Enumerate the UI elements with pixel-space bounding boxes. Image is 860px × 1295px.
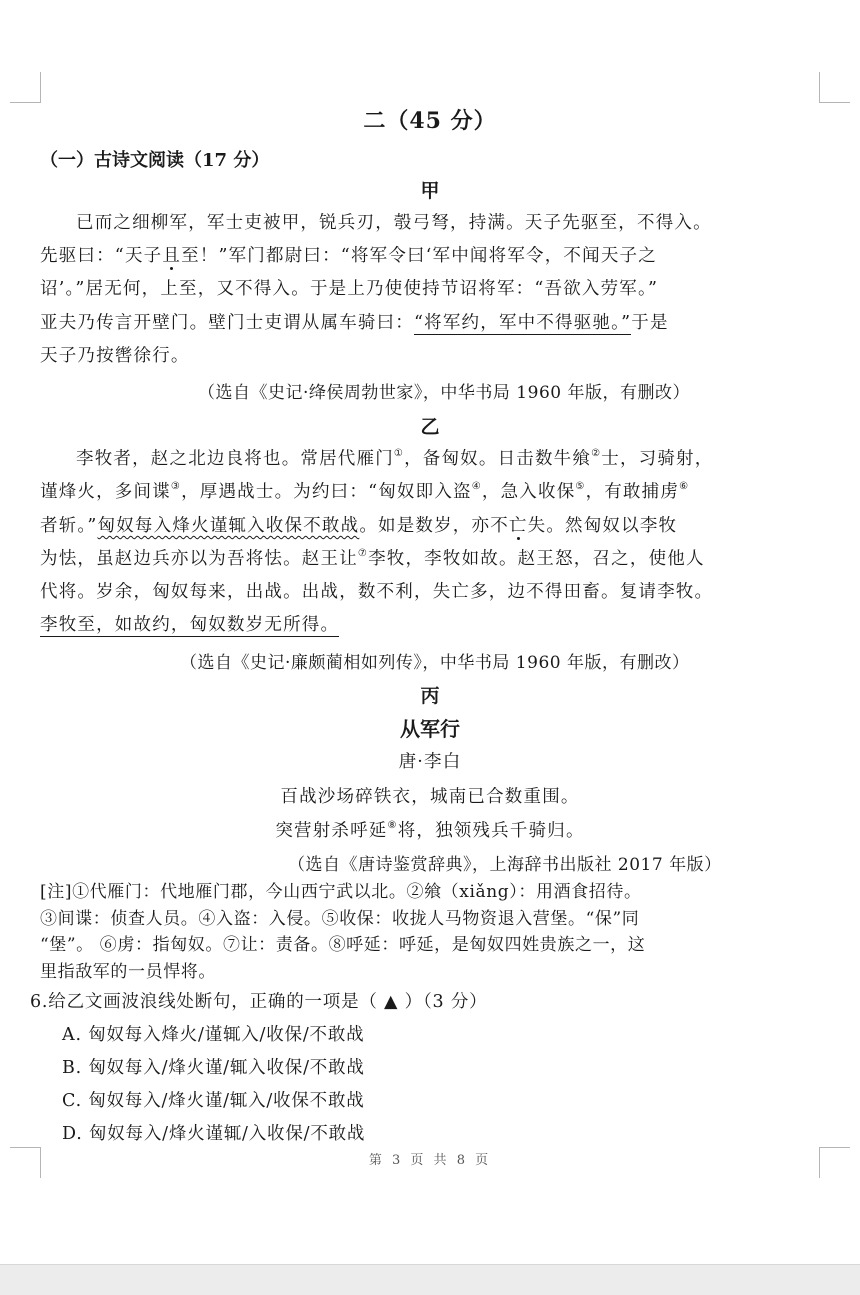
option-c[interactable]: C. 匈奴每入/烽火谨/辄入/收保不敢战	[62, 1091, 365, 1111]
option-d[interactable]: D. 匈奴每入/烽火谨辄/入收保/不敢战	[62, 1124, 366, 1144]
jia-source: （选自《史记·绛侯周勃世家》，中华书局 1960 年版，有删改）	[198, 383, 690, 403]
dotted-char: 亡	[508, 516, 528, 536]
yi-line-6	[40, 609, 820, 641]
poem-author: 唐·李白	[398, 752, 462, 772]
poem-title: 从军行	[400, 717, 460, 741]
section-title: 二（45 分）	[363, 108, 497, 134]
notes-line-2: ③间谍：侦查人员。④入盗：入侵。⑤收保：收拢人马物资退入营堡。“保”同	[40, 909, 640, 929]
notes-line-3: “堡”。 ⑥虏：指匈奴。⑦让：责备。⑧呼延：呼延，是匈奴四姓贵族之一，这	[40, 935, 646, 955]
bing-source: （选自《唐诗鉴赏辞典》，上海辞书出版社 2017 年版）	[288, 855, 722, 875]
label-yi: 乙	[420, 416, 440, 438]
notes-line-1: [注]①代雁门：代地雁门郡，今山西宁武以北。②飨（xiǎng）：用酒食招待。	[40, 882, 642, 902]
poem-line-2: 突营射杀呼延⑧将，独领残兵千骑归。	[275, 820, 585, 841]
underlined-sentence: “将军约，军中不得驱驰。”	[414, 313, 632, 333]
yi-line-5: 代将。岁余，匈奴每来，出战。出战，数不利，失亡多，边不得田畜。复请李牧。	[40, 582, 714, 602]
page-footer: 第 3 页 共 8 页	[368, 1153, 492, 1168]
jia-line-4: 亚夫乃传言开壁门。壁门士吏谓从属车骑曰：“将军约，军中不得驱驰。”于是	[40, 313, 669, 333]
yi-line-4: 为怯，虽赵边兵亦以为吾将怯。赵王让⑦李牧，李牧如故。赵王怒，召之，使他人	[40, 548, 705, 569]
dotted-char: 且	[162, 246, 182, 266]
jia-line-2: 先驱曰：“天子且至！”军门都尉曰：“将军令曰‘军中闻将军令，不闻天子之	[40, 246, 657, 266]
jia-line-1: 已而之细柳军，军士吏被甲，锐兵刃，彀弓弩，持满。天子先驱至，不得入。	[76, 213, 712, 233]
yi-line-2: 谨烽火，多间谍③，厚遇战士。为约曰：“匈奴即入盗④，急入收保⑤，有敢捕虏⑥	[40, 481, 690, 502]
jia-line-5: 天子乃按辔徐行。	[40, 346, 190, 366]
viewer-bottom-bar	[0, 1264, 860, 1295]
question-stem: 6.给乙文画波浪线处断句，正确的一项是（ ▲ ）（3 分）	[30, 992, 488, 1012]
crop-mark-top-left	[10, 72, 41, 103]
label-bing: 丙	[420, 685, 440, 707]
wavy-underlined-sentence: 匈奴每入烽火谨辄入收保不敢战	[97, 516, 360, 536]
yi-line-1: 李牧者，赵之北边良将也。常居代雁门①，备匈奴。日击数牛飨②士，习骑射，	[76, 448, 714, 469]
crop-mark-top-right	[819, 72, 850, 103]
underlined-sentence: 李牧至，如故约，匈奴数岁无所得。	[40, 615, 340, 635]
sub-title: （一）古诗文阅读（17 分）	[40, 150, 270, 171]
yi-source: （选自《史记·廉颇蔺相如列传》，中华书局 1960 年版，有删改）	[180, 653, 690, 673]
option-a[interactable]: A. 匈奴每入烽火/谨辄入/收保/不敢战	[62, 1025, 365, 1045]
label-jia: 甲	[420, 180, 440, 202]
option-b[interactable]: B. 匈奴每入/烽火谨/辄入收保/不敢战	[62, 1058, 365, 1078]
jia-line-3: 诏’。”居无何，上至，又不得入。于是上乃使使持节诏将军：“吾欲入劳军。”	[40, 279, 659, 299]
poem-line-1: 百战沙场碎铁衣，城南已合数重围。	[280, 787, 580, 807]
notes-line-4: 里指敌军的一员悍将。	[40, 962, 216, 982]
yi-line-3: 者斩。”匈奴每入烽火谨辄入收保不敢战。如是数岁，亦不亡失。然匈奴以李牧	[40, 516, 678, 536]
